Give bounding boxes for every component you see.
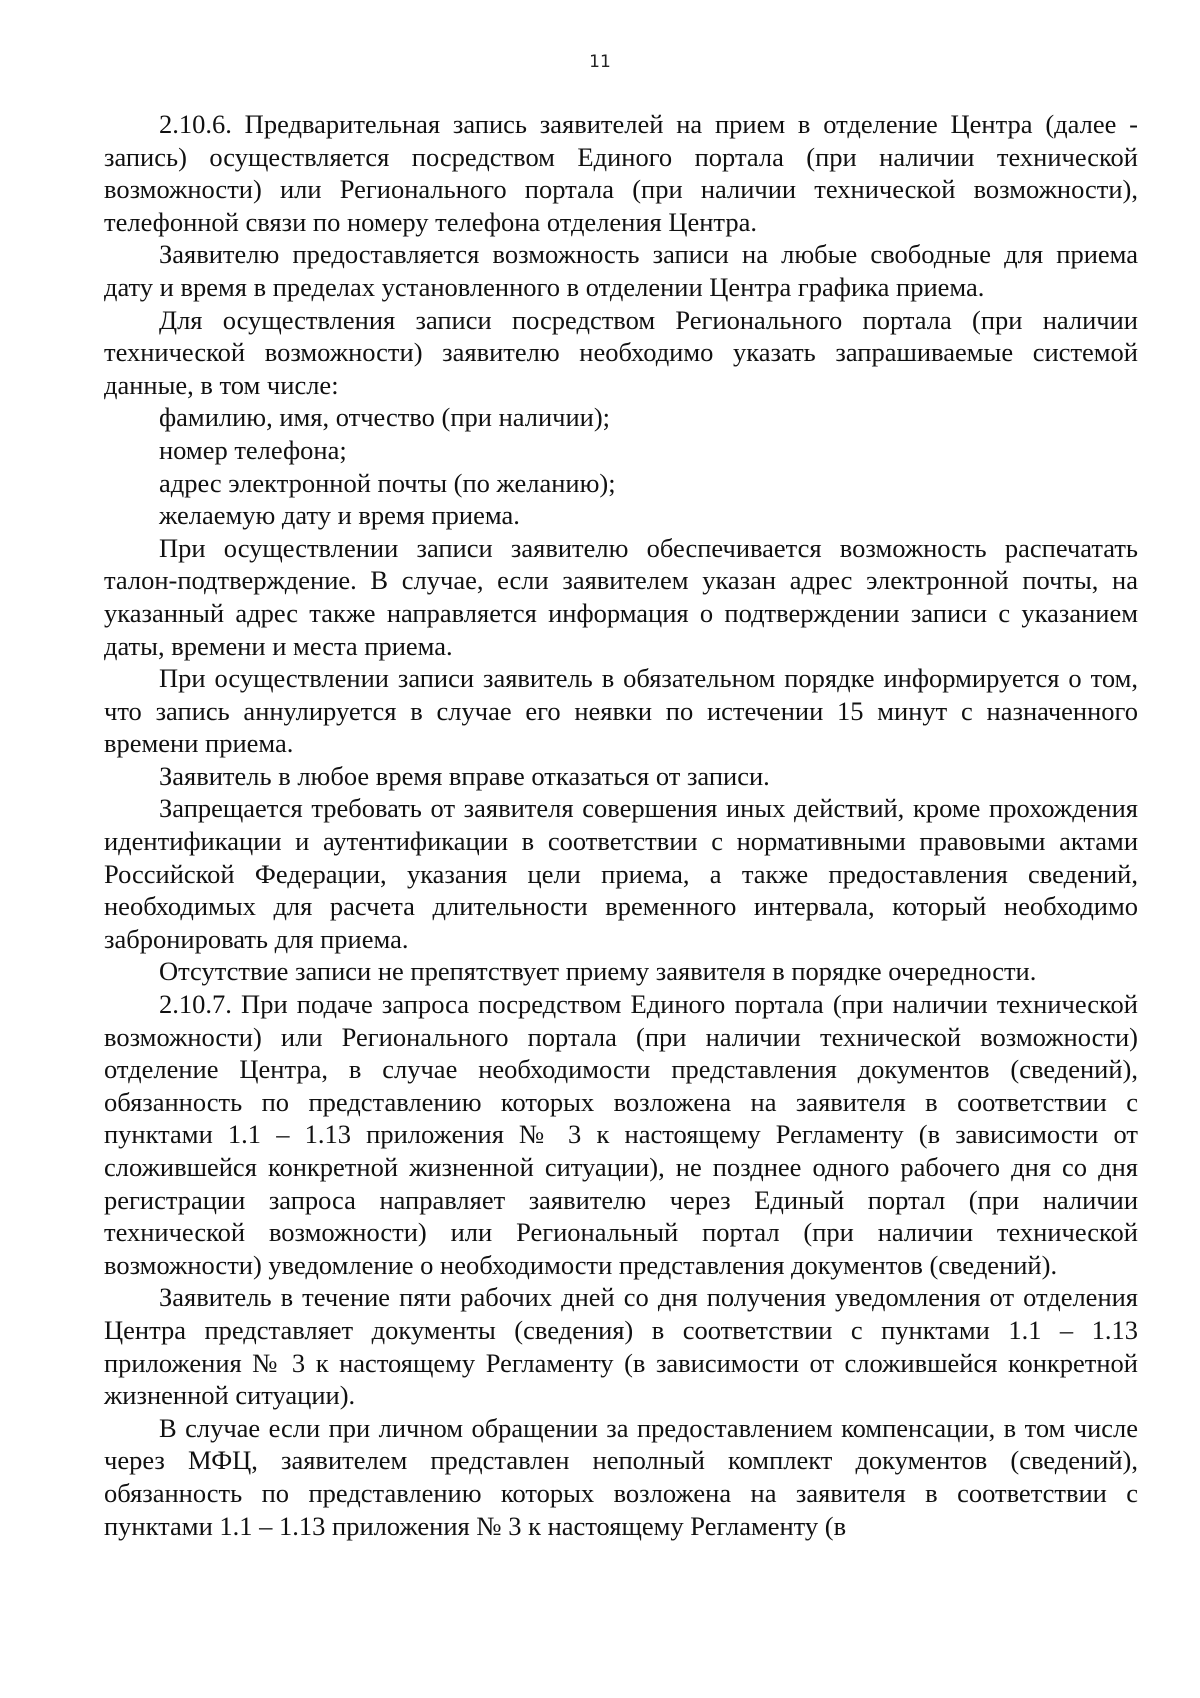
paragraph: 2.10.7. При подаче запроса посредством Единого портала (при наличии технической возможности) или Регионального портала (при наличии технической возможности) отделение Центра, в случае необходимости представления документов (сведений), обязанность по представлению которых возложена на заявителя в соответствии с пунктами 1.1 – 1.13 приложения № 3 к настоящему Регламенту (в зависимости от сложившейся конкретной жизненной ситуации), не позднее одного рабочего дня со дня регистрации запроса направляет заявителю через Единый портал (при наличии технической возможности) или Региональный портал (при наличии технической возможности) уведомление о необходимости представления документов (сведений).	[104, 989, 1138, 1280]
paragraph: Заявителю предоставляется возможность записи на любые свободные для приема дату и время в пределах установленного в отделении Центра графика приема.	[104, 239, 1138, 302]
list-item: фамилию, имя, отчество (при наличии);	[159, 402, 611, 433]
paragraph: При осуществлении записи заявителю обеспечивается возможность распечатать талон-подтверждение. В случае, если заявителем указан адрес электронной почты, на указанный адрес также направляется информация о подтверждении записи с указанием даты, времени и места приема.	[104, 532, 1138, 661]
paragraph: 2.10.6. Предварительная запись заявителей на прием в отделение Центра (далее - запись) осуществляется посредством Единого портала (при наличии технической возможности) или Регионального портала (при наличии технической возможности), телефонной связи по номеру телефона отделения Центра.	[104, 109, 1138, 237]
paragraph: В случае если при личном обращении за предоставлением компенсации, в том числе через МФЦ, заявителем представлен неполный комплект документов (сведений), обязанность по представлению которых возложена на заявителя в соответствии с пунктами 1.1 – 1.13 приложения № 3 к настоящему Регламенту (в	[104, 1412, 1138, 1541]
paragraph: Для осуществления записи посредством Регионального портала (при наличии технической возможности) заявителю необходимо указать запрашиваемые системой данные, в том числе:	[104, 304, 1138, 400]
page-number: 11	[589, 52, 611, 72]
paragraph: При осуществлении записи заявитель в обязательном порядке информируется о том, что запись аннулируется в случае его неявки по истечении 15 минут с назначенного времени приема.	[104, 663, 1138, 759]
list-item: желаемую дату и время приема.	[159, 500, 520, 531]
list-item: номер телефона;	[159, 434, 347, 465]
paragraph: Заявитель в любое время вправе отказаться от записи.	[159, 760, 770, 791]
list-item: адрес электронной почты (по желанию);	[159, 467, 616, 498]
paragraph: Отсутствие записи не препятствует приему заявителя в порядке очередности.	[159, 956, 1037, 987]
paragraph: Запрещается требовать от заявителя совершения иных действий, кроме прохождения идентификации и аутентификации в соответствии с нормативными правовыми актами Российской Федерации, указания цели приема, а также предоставления сведений, необходимых для расчета длительности временного интервала, который необходимо забронировать для приема.	[104, 793, 1138, 954]
document-body	[104, 108, 1138, 1542]
paragraph: Заявитель в течение пяти рабочих дней со дня получения уведомления от отделения Центра представляет документы (сведения) в соответствии с пунктами 1.1 – 1.13 приложения № 3 к настоящему Регламенту (в зависимости от сложившейся конкретной жизненной ситуации).	[104, 1282, 1138, 1411]
